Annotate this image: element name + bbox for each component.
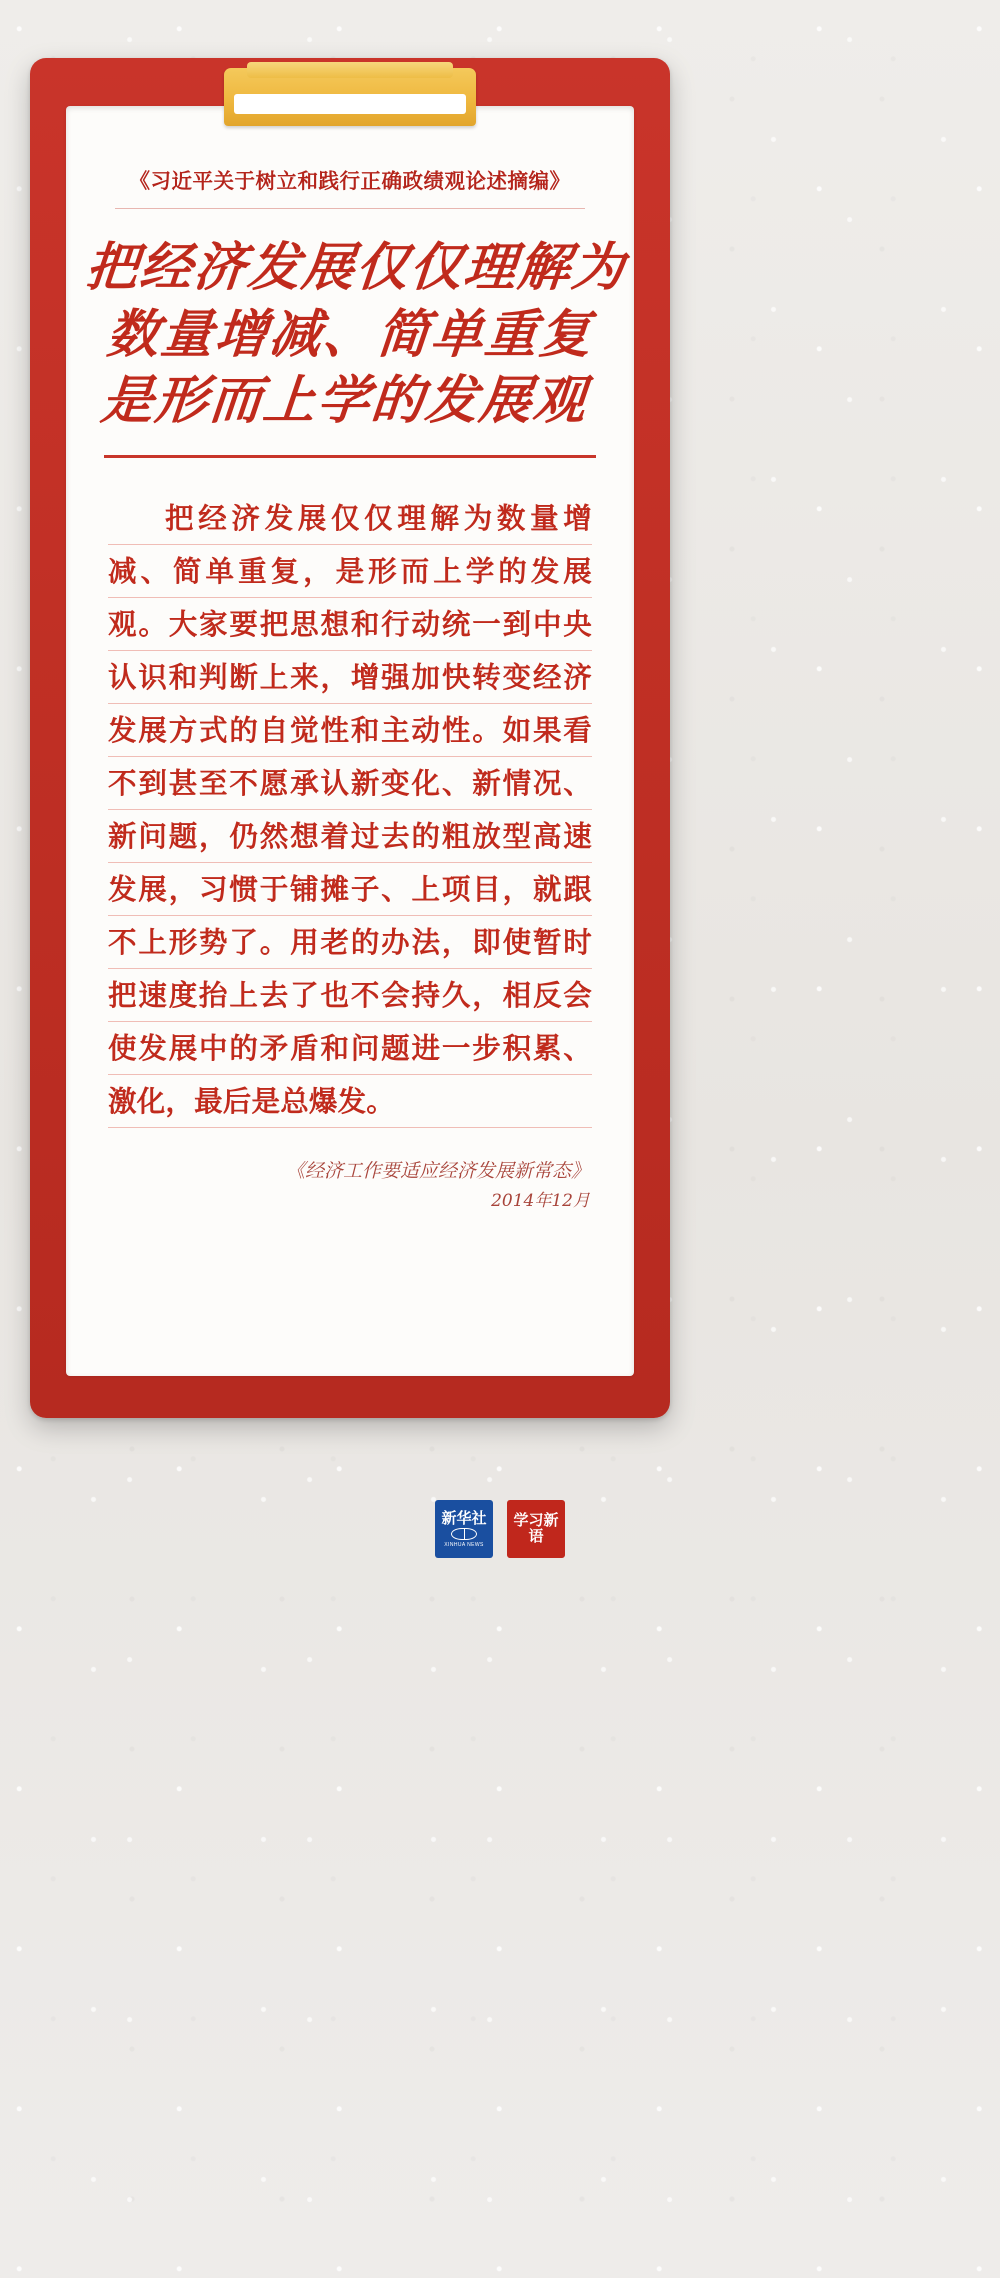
attribution: [66, 1156, 590, 1215]
headline: [66, 235, 634, 435]
attribution-date: 2014年12月: [491, 1190, 590, 1211]
clip-top-bar: [247, 62, 453, 78]
headline-line-2: 数量增减、简单重复: [104, 303, 596, 365]
xinhua-news-logo: [435, 1500, 493, 1558]
xinhua-logo-label: 新华社: [441, 1508, 487, 1527]
headline-line-1: 把经济发展仅仅理解为: [83, 237, 629, 298]
source-divider: [115, 208, 585, 209]
xuexi-xinyu-logo: [507, 1500, 565, 1558]
poster-paper: [66, 106, 634, 1376]
body-section: [108, 492, 592, 1128]
headline-line-3: 是形而上学的发展观: [98, 370, 590, 432]
globe-icon: [451, 1528, 477, 1540]
clipboard-board: [30, 58, 670, 1418]
body-text: 把经济发展仅仅理解为数量增减、简单重复，是形而上学的发展观。大家要把思想和行动统一到中央认识和判断上来，增强加快转变经济发展方式的自觉性和主动性。如果看不到甚至不愿承认新变化、新情况、新问题，仍然想着过去的粗放型高速发展，习惯于铺摊子、上项目，就跟不上形势了。用老的办法，即使暂时把速度抬上去了也不会持久，相反会使发展中的矛盾和问题进一步积累、激化，最后是总爆发。: [108, 492, 592, 1128]
footer-logos: [150, 1500, 850, 1558]
headline-divider: [104, 455, 596, 458]
xuexi-logo-label: 学习新语: [513, 1511, 559, 1545]
source-title: 《习近平关于树立和践行正确政绩观论述摘编》: [129, 169, 571, 193]
attribution-title: 《经济工作要适应经济发展新常态》: [285, 1159, 590, 1182]
xinhua-logo-en: XINHUA NEWS: [444, 1542, 484, 1549]
